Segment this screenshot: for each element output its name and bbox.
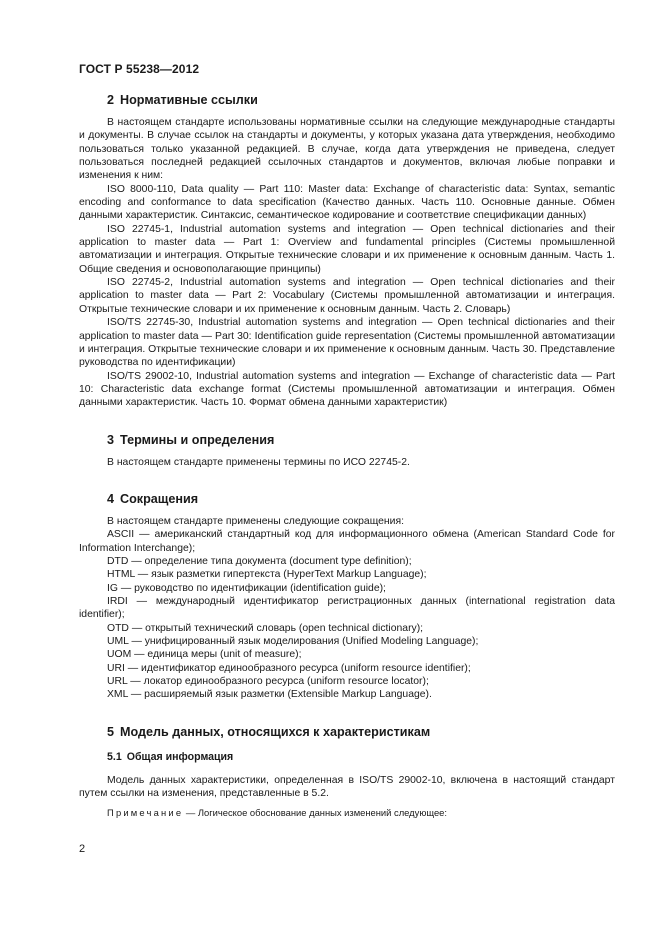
section-number: 2	[107, 93, 115, 107]
section-3-heading	[79, 432, 615, 448]
abbreviation-item: IG — руководство по идентификации (identification guide);	[107, 582, 386, 594]
section-number: 4	[107, 491, 115, 506]
reference-item: ISO 22745-1, Industrial automation systems and integration — Open technical dictionaries and their application to master data — Part 1: Overview and fundamental principles (Системы промышленной автоматизации и интеграция. Открытые технические словари и их применение к основным данным. Часть 1. Общие сведения и основополагающие принципы)	[79, 223, 615, 275]
section-title: Нормативные ссылки	[120, 93, 258, 107]
abbreviation-item: UOM — единица меры (unit of measure);	[107, 649, 302, 661]
note-text: — Логическое обоснование данных изменений следующее:	[183, 807, 448, 819]
note-label: Примечание	[107, 807, 184, 819]
subsection-title: Общая информация	[126, 750, 234, 763]
abbreviation-item: UML — унифицированный язык моделирования (Unified Modeling Language);	[107, 636, 479, 647]
section-title: Термины и определения	[120, 432, 275, 447]
section-title: Сокращения	[120, 491, 199, 506]
paragraph: В настоящем стандарте применены следующие сокращения:	[107, 515, 404, 527]
note	[79, 806, 615, 819]
section-2-heading	[79, 92, 615, 108]
reference-item: ISO 22745-2, Industrial automation systems and integration — Open technical dictionaries and their application to master data — Part 2: Vocabulary (Системы промышленной автоматизации и интеграция. Открытые технические словари и их применение к основным данным. Часть 2. Словарь)	[79, 277, 615, 315]
paragraph: В настоящем стандарте применены термины по ИСО 22745-2.	[107, 456, 410, 468]
page-number: 2	[79, 843, 86, 855]
abbreviation-item: XML — расширяемый язык разметки (Extensible Markup Language).	[107, 689, 432, 701]
section-5-heading	[79, 724, 615, 740]
abbreviation-item: URL — локатор единообразного ресурса (uniform resource locator);	[107, 676, 429, 688]
section-number: 3	[107, 432, 115, 447]
paragraph: В настоящем стандарте использованы нормативные ссылки на следующие международные стандарты и документы. В случае ссылок на стандарты и документы, у которых указана дата утверждения, необходимо пользоваться только указанной редакцией. В случае, когда дата утверждения не приведена, следует пользоваться последней редакцией ссылочных стандартов и документов, включая любые поправки и изменения к ним:	[79, 117, 615, 182]
paragraph: Модель данных характеристики, определенная в ISO/TS 29002-10, включена в настоящий стандарт путем ссылки на изменения, представленные в 5.2.	[79, 774, 615, 800]
subsection-5-1-heading	[79, 750, 615, 764]
section-title: Модель данных, относящихся к характеристикам	[120, 724, 431, 739]
section-number: 5	[107, 724, 115, 739]
document-header: ГОСТ Р 55238—2012	[79, 62, 200, 76]
abbreviation-item: DTD — определение типа документа (document type definition);	[107, 555, 412, 567]
document-body	[79, 92, 615, 820]
abbreviation-item: IRDI — международный идентификатор регистрационных данных (international registration data identifier);	[79, 595, 615, 621]
reference-item: ISO/TS 29002-10, Industrial automation systems and integration — Exchange of characteristic data — Part 10: Characteristic data exchange format (Системы промышленной автоматизации и интеграция. Обмен данными характеристик. Часть 10. Формат обмена данными характеристик)	[79, 370, 615, 409]
abbreviation-item: HTML — язык разметки гипертекста (HyperText Markup Language);	[107, 569, 427, 581]
section-4-heading	[79, 491, 615, 507]
abbreviation-item: OTD — открытый технический словарь (open technical dictionary);	[107, 622, 424, 634]
reference-item: ISO 8000-110, Data quality — Part 110: Master data: Exchange of characteristic data: Syntax, semantic encoding and conformance to data specification (Качество данных. Часть 110. Основные данные. Обмен данными характеристик. Синтаксис, семантическое кодирование и соответствие спецификации данных)	[79, 183, 615, 222]
reference-item: ISO/TS 22745-30, Industrial automation systems and integration — Open technical dictionaries and their application to master data — Part 30: Identification guide representation (Системы промышленной автоматизации и интеграция. Открытые технические словари и их применение к основным данным. Часть 30. Представление руководства по идентификации)	[79, 317, 615, 369]
abbreviation-item: ASCII — американский стандартный код для информационного обмена (American Standard Code for Information Interchange);	[79, 529, 615, 554]
abbreviation-item: URI — идентификатор единообразного ресурса (uniform resource identifier);	[107, 662, 471, 674]
subsection-number: 5.1	[107, 750, 122, 763]
